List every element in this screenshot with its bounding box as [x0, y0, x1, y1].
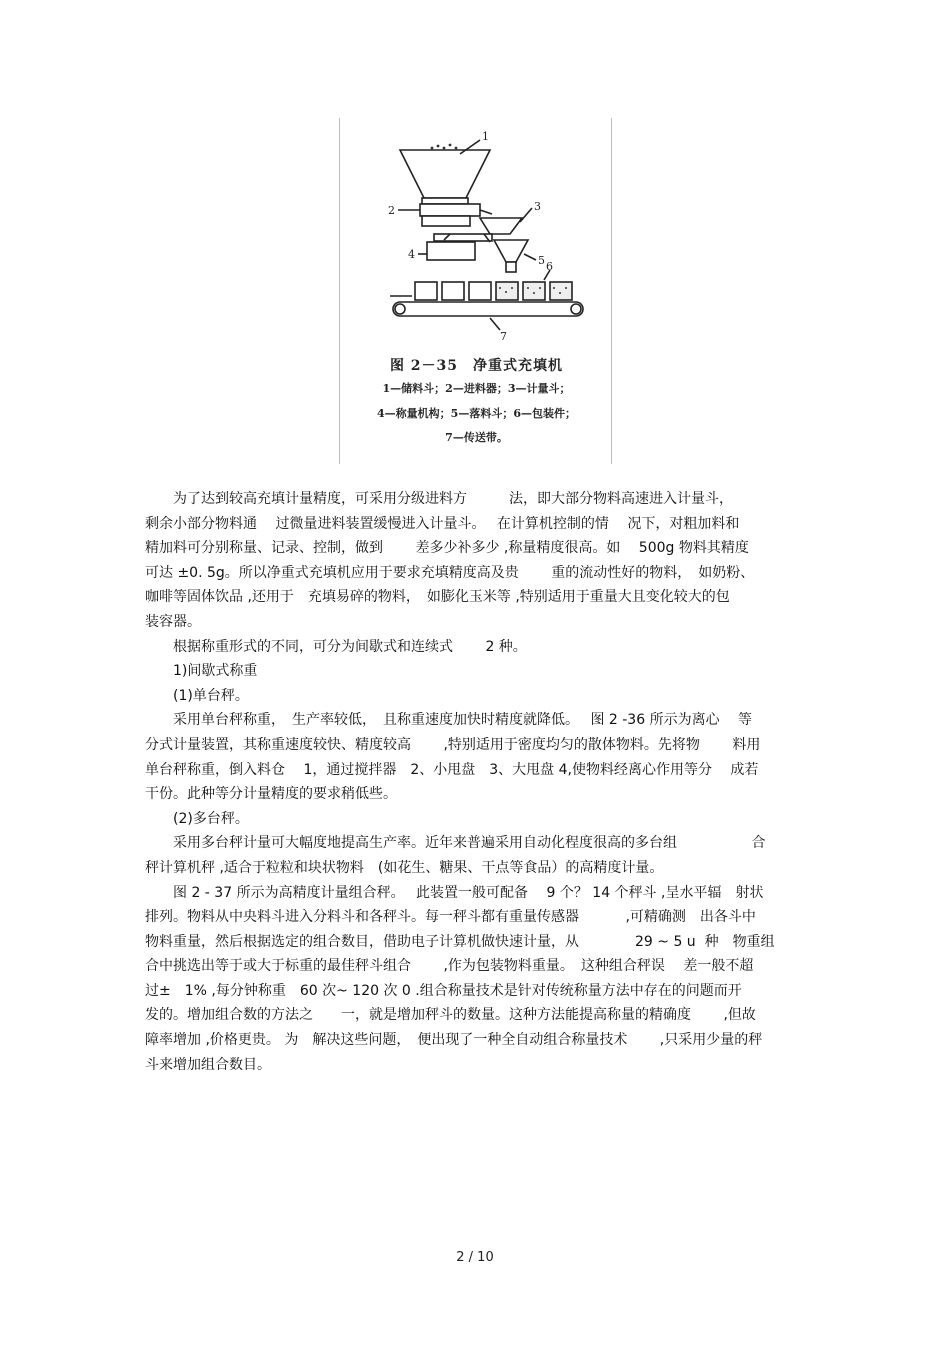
text-line: 合中挑选出等于或大于标重的最佳秤斗组合 ,作为包装物料重量。 这种组合秤误 差一般不超: [145, 958, 754, 975]
conveyor-belt: [393, 302, 583, 316]
text-line: 单台秤称重，倒入料仓 1，通过搅拌器 2、小甩盘 3、大甩盘 4,使物料经离心作用等分 成若: [145, 761, 759, 778]
text-line: 干份。此种等分计量精度的要求稍低些。: [145, 786, 397, 803]
text-line: 根据称重形式的不同，可分为间歇式和连续式 2 种。: [145, 638, 527, 655]
storage-hopper: [400, 150, 490, 198]
weighing-hopper: [480, 218, 522, 234]
figure-title: 图 2－35 净重式充填机: [389, 358, 564, 374]
label-3: 3: [534, 200, 541, 213]
label-4: 4: [408, 248, 415, 261]
figure-2-35: [339, 118, 612, 464]
text-line: 图 2 - 37 所示为高精度计量组合秤。 此装置一般可配备 9 个？ 14 个秤斗 ,呈水平辐 射状: [145, 884, 764, 901]
label-5: 5: [538, 254, 545, 267]
text-line: 为了达到较高充填计量精度，可采用分级进料方 法，即大部分物料高速进入计量斗，: [145, 491, 733, 507]
figure-legend-line: 7—传送带。: [445, 431, 508, 444]
text-line: 分式计量装置，其称重速度较快、精度较高 ,特别适用于密度均匀的散体物料。先将物 料用: [145, 736, 761, 753]
text-line: 秤计算机秤 ,适合于粒粒和块状物料 (如花生、糖果、干点等食品）的高精度计量。: [145, 859, 664, 876]
text-line: 采用单台秤称重， 生产率较低， 且称重速度加快时精度就降低。 图 2 -36 所示为离心 等: [145, 712, 753, 729]
feeder: [420, 204, 480, 216]
text-line: 装容器。: [145, 613, 201, 630]
body-text: [145, 487, 815, 1077]
weighing-mechanism: [427, 242, 475, 260]
text-line: 障率增加 ,价格更贵。 为 解决这些问题， 便出现了一种全自动组合称量技术 ,只采用少量的秤: [145, 1032, 763, 1049]
text-line: 可达 ±0. 5g。所以净重式充填机应用于要求充填精度高及贵 重的流动性好的物料， 如奶粉、: [145, 564, 755, 581]
filling-machine-diagram: [340, 118, 613, 358]
package: [496, 282, 518, 300]
figure-legend-line: 1—储料斗；2—进料器；3—计量斗；: [382, 382, 571, 395]
text-line: 排列。物料从中央料斗进入分料斗和各秤斗。每一秤斗都有重量传感器 ,可精确测 出各斗中: [145, 909, 756, 926]
text-line: 发的。增加组合数的方法之 一，就是增加秤斗的数量。这种方法能提高称量的精确度 ,但故: [145, 1007, 756, 1024]
label-6: 6: [546, 260, 553, 273]
subsection-heading: (2)多台秤。: [145, 810, 249, 827]
subsection-heading: (1)单台秤。: [145, 687, 249, 704]
text-line: 采用多台秤计量可大幅度地提高生产率。近年来普遍采用自动化程度很高的多台组 合: [145, 835, 766, 852]
label-2: 2: [388, 204, 395, 217]
text-line: 咖啡等固体饮品 ,还用于 充填易碎的物料， 如膨化玉米等 ,特别适用于重量大且变化较大的包: [145, 589, 730, 606]
label-7: 7: [500, 330, 507, 343]
drop-hopper: [494, 240, 528, 262]
figure-legend-line: 4—称量机构；5—落料斗；6—包装件；: [377, 407, 576, 420]
section-heading: 1)间歇式称重: [145, 663, 258, 680]
text-line: 斗来增加组合数目。: [145, 1056, 271, 1073]
text-line: 剩余小部分物料通 过微量进料装置缓慢进入计量斗。 在计算机控制的情 况下，对粗加料和: [145, 515, 740, 532]
page-number: 2 / 10: [456, 1250, 494, 1265]
text-line: 物料重量，然后根据选定的组合数目，借助电子计算机做快速计量，从 29 ~ 5 u 种 物重组: [145, 933, 775, 950]
text-line: 过± 1% ,每分钟称重 60 次~ 120 次 0 .组合称量技术是针对传统称量方法中存在的问题而开: [145, 982, 742, 999]
label-1: 1: [482, 130, 489, 143]
text-line: 精加料可分别称量、记录、控制，做到 差多少补多少 ,称量精度很高。如 500g 物料其精度: [145, 540, 749, 557]
